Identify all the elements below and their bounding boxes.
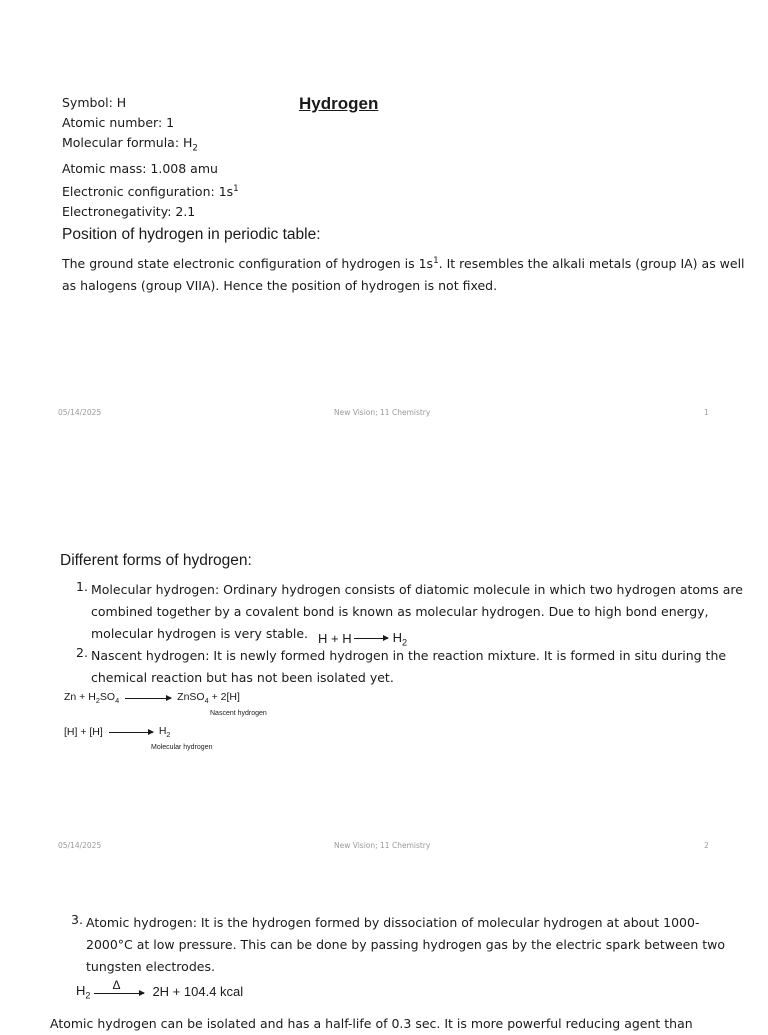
footer-date: 05/14/2025 <box>58 841 102 850</box>
property-atomic-mass: Atomic mass: 1.008 amu <box>62 160 218 176</box>
list-item-molecular: Molecular hydrogen: Ordinary hydrogen consists of diatomic molecule in which two hydrogen atoms are combined together by a covalent bond is known as molecular hydrogen. Due to high bond energy, molecular hydrogen is very stable. <box>91 582 743 641</box>
list-item-atomic: Atomic hydrogen: It is the hydrogen formed by dissociation of molecular hydrogen at about 1000- 2000°C at low pressure. This can be done by passing hydrogen gas by the electric spark between two tungsten electrodes. <box>86 915 725 974</box>
molecular-hydrogen-label: Molecular hydrogen <box>151 744 213 751</box>
reaction-molecular: [H] + [H] $H_2$ <box>64 725 171 740</box>
cut-off-paragraph: Atomic hydrogen can be isolated and has a half-life of 0.3 sec. It is more powerful reducing agent than <box>50 1016 693 1031</box>
footer-center: New Vision; 11 Chemistry <box>334 841 431 850</box>
section-heading-position: Position of hydrogen in periodic table: <box>62 226 321 243</box>
reaction-nascent: $Zn + H_2SO_4$ ZnSO$_4$ + 2[H] <box>64 691 240 706</box>
footer-date: 05/14/2025 <box>58 408 102 417</box>
properties-list <box>62 93 239 222</box>
equation-atomic: $H_2$ Δ 2H + 104.4 kcal <box>76 977 244 1001</box>
position-paragraph: The ground state electronic configuration of hydrogen is $1s^1$. It resembles the alkali metals (group IA) as well as halogens (group VIIA). Hence the position of hydrogen is not fixed. <box>62 256 745 294</box>
footer-page-number: 2 <box>704 841 709 850</box>
footer-center: New Vision; 11 Chemistry <box>334 408 431 417</box>
list-number: 1. <box>76 579 88 594</box>
page-title: Hydrogen <box>299 94 379 113</box>
property-electronegativity: Electronegativity: 2.1 <box>62 203 196 219</box>
nascent-hydrogen-label: Nascent hydrogen <box>210 710 267 717</box>
property-atomic-number: Atomic number: 1 <box>62 115 175 130</box>
property-electronic-configuration: Electronic configuration: $1s^1$ <box>62 183 239 199</box>
list-item-nascent: Nascent hydrogen: It is newly formed hydrogen in the reaction mixture. It is formed in situ during the chemical reaction but has not been isolated yet. <box>91 648 727 685</box>
section-heading-forms: Different forms of hydrogen: <box>60 552 252 569</box>
list-number: 3. <box>71 912 83 927</box>
property-molecular-formula: Molecular formula: $H_2$ <box>62 135 198 154</box>
equation-molecular: H + H $H_2$ <box>318 630 408 648</box>
property-symbol: Symbol: H <box>62 95 127 110</box>
delta-symbol: Δ <box>112 977 121 992</box>
footer-page-number: 1 <box>704 408 709 417</box>
list-number: 2. <box>76 645 88 660</box>
